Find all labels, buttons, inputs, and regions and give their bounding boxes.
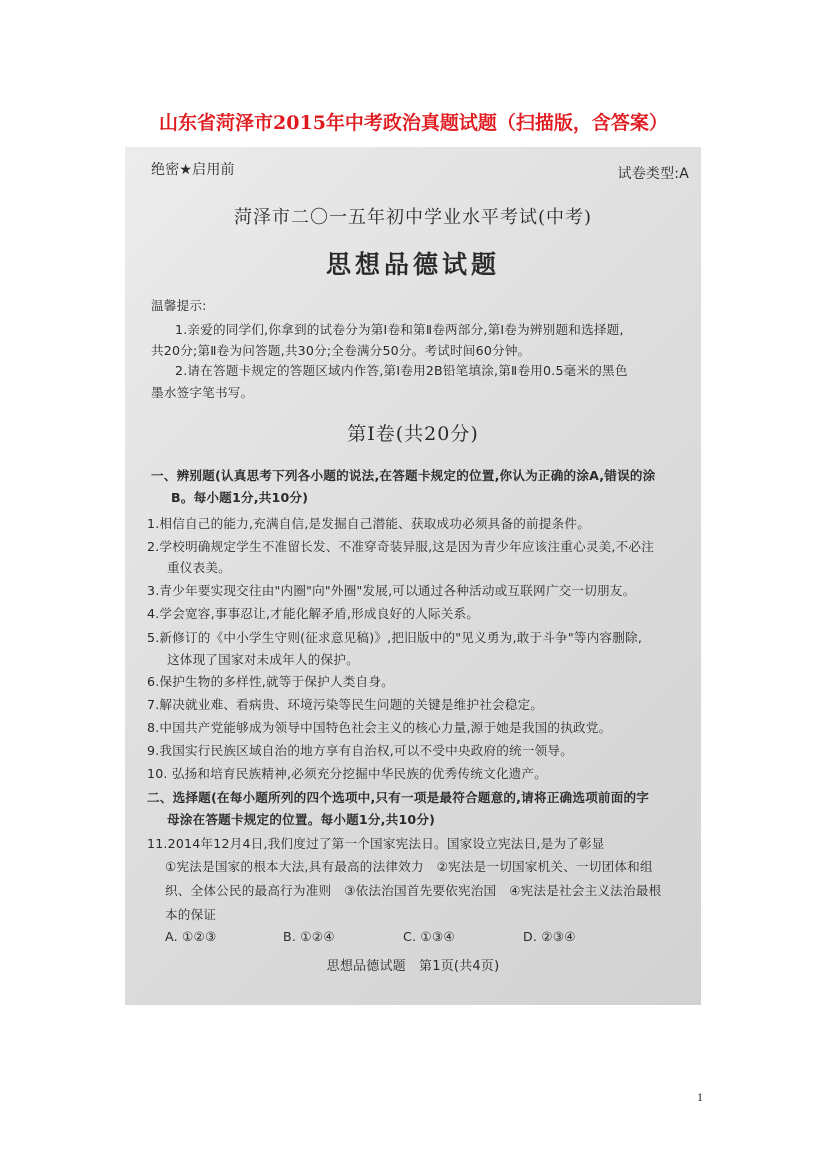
part-title: 第Ⅰ卷(共20分): [347, 423, 479, 445]
section-heading: B。每小题1分,共10分): [171, 490, 309, 505]
confidential-label: 绝密★启用前: [151, 162, 235, 178]
question-line: 9.我国实行民族区域自治的地方享有自治权,可以不受中央政府的统一领导。: [147, 743, 574, 758]
question-line: 1.相信自己的能力,充满自信,是发掘自己潜能、获取成功必须具备的前提条件。: [147, 516, 591, 531]
subject-title: 思想品德试题: [325, 250, 500, 279]
option-a: A. ①②③: [165, 929, 217, 944]
exam-title: 菏泽市二〇一五年初中学业水平考试(中考): [233, 207, 593, 228]
option-c: C. ①③④: [403, 929, 455, 944]
notice-heading: 温馨提示:: [151, 298, 207, 313]
notice-line: 墨水签字笔书写。: [151, 385, 254, 400]
question-line: 3.青少年要实现交往由"内圈"向"外圈"发展,可以通过各种活动或互联网广交一切朋友。: [147, 583, 636, 598]
question-line: 织、全体公民的最高行为准则 ③依法治国首先要依宪治国 ④宪法是社会主义法治最根: [165, 883, 662, 898]
question-line: 11.2014年12月4日,我们度过了第一个国家宪法日。国家设立宪法日,是为了彰显: [147, 836, 605, 851]
question-line: 这体现了国家对未成年人的保护。: [167, 652, 359, 667]
paper-type-label: 试卷类型:A: [617, 166, 689, 182]
question-line: 5.新修订的《中小学生守则(征求意见稿)》,把旧版中的"见义勇为,敢于斗争"等内容删除,: [147, 630, 643, 645]
section-heading: 一、辨别题(认真思考下列各小题的说法,在答题卡规定的位置,你认为正确的涂A,错误的涂: [151, 468, 656, 483]
question-line: 10. 弘扬和培育民族精神,必须充分挖掘中华民族的优秀传统文化遗产。: [147, 766, 548, 781]
question-line: 4.学会宽容,事事忍让,才能化解矛盾,形成良好的人际关系。: [147, 606, 480, 621]
scanned-exam-page: [125, 147, 701, 1005]
question-line: ①宪法是国家的根本大法,具有最高的法律效力 ②宪法是一切国家机关、一切团体和组: [165, 859, 653, 874]
option-d: D. ②③④: [523, 929, 576, 944]
question-line: 2.学校明确规定学生不准留长发、不准穿奇装异服,这是因为青少年应该注重心灵美,不必注: [147, 539, 654, 554]
section-heading: 母涂在答题卡规定的位置。每小题1分,共10分): [167, 812, 436, 827]
question-line: 本的保证: [165, 907, 217, 922]
document-title: 山东省菏泽市2015年中考政治真题试题（扫描版，含答案）: [159, 112, 668, 134]
question-line: 8.中国共产党能够成为领导中国特色社会主义的核心力量,源于她是我国的执政党。: [147, 720, 612, 735]
notice-line: 2.请在答题卡规定的答题区域内作答,第Ⅰ卷用2B铅笔填涂,第Ⅱ卷用0.5毫米的黑色: [175, 363, 628, 378]
question-line: 重仪表美。: [167, 560, 231, 575]
notice-line: 共20分;第Ⅱ卷为问答题,共30分;全卷满分50分。考试时间60分钟。: [151, 343, 531, 358]
question-line: 6.保护生物的多样性,就等于保护人类自身。: [147, 674, 394, 689]
section-heading: 二、选择题(在每小题所列的四个选项中,只有一项是最符合题意的,请将正确选项前面的字: [147, 790, 650, 805]
page-number: 1: [697, 1090, 703, 1104]
question-line: 7.解决就业难、看病贵、环境污染等民生问题的关键是维护社会稳定。: [147, 697, 544, 712]
scan-footer: 思想品德试题 第1页(共4页): [326, 959, 500, 974]
notice-line: 1.亲爱的同学们,你拿到的试卷分为第Ⅰ卷和第Ⅱ卷两部分,第Ⅰ卷为辨别题和选择题,: [175, 322, 624, 337]
option-b: B. ①②④: [283, 929, 335, 944]
